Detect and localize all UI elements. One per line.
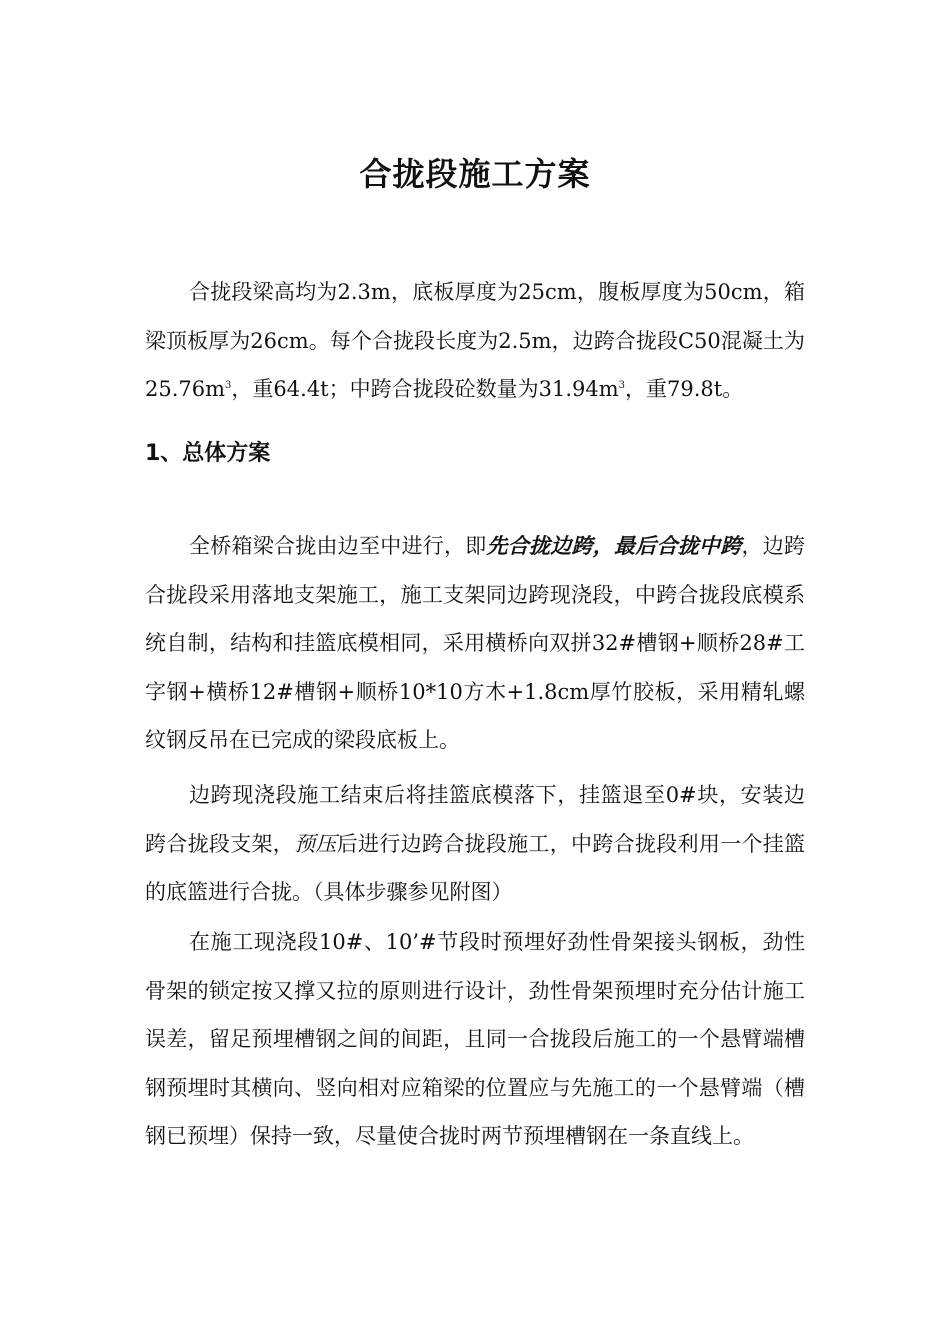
- cubic-superscript-2: 3: [618, 380, 626, 391]
- paragraph-2-rest: 后进行边跨合拢段施工，中跨合拢段利用一个挂篮的底篮进行合拢。（具体步骤参见附图）: [145, 831, 806, 904]
- paragraph-2-lead: 边跨现浇段施工结束后将挂篮底模落下，挂篮退至0#块，安装边跨合拢段支架，: [145, 783, 805, 856]
- document-title: 合拢段施工方案: [359, 155, 591, 194]
- paragraph-1-lead: 全桥箱梁合拢由边至中进行，即: [189, 534, 487, 558]
- section-paragraph-3: 在施工现浇段10#、10’#节段时预埋好劲性骨架接头钢板，劲性骨架的锁定按又撑又拉的原则进行设计，劲性骨架预埋时充分估计施工误差，留足预埋槽钢之间的间距，且同一合拢段后施工的一个悬臂端槽钢预埋时其横向、竖向相对应箱梁的位置应与先施工的一个悬臂端（槽钢已预埋）保持一致，尽量使合拢时两节预埋槽钢在一条直线上。: [145, 930, 805, 1148]
- intro-text-3: ，重79.8t。: [625, 377, 744, 401]
- section-paragraph-2: [145, 771, 805, 917]
- intro-text-1: 合拢段梁高均为2.3m，底板厚度为25cm，腹板厚度为50cm，箱梁顶板厚为26cm。每个合拢段长度为2.5m，边跨合拢段C50混凝土为25.76m: [145, 280, 805, 401]
- paragraph-1-rest: ，边跨合拢段采用落地支架施工，施工支架同边跨现浇段，中跨合拢段底模系统自制，结构和挂篮底模相同，采用横桥向双拼32#槽钢+顺桥28#工字钢+横桥12#槽钢+顺桥10*10方木+1.8cm厚竹胶板，采用精轧螺纹钢反吊在已完成的梁段底板上。: [145, 534, 805, 752]
- section-paragraph-1: [145, 522, 805, 765]
- cubic-superscript-1: 3: [225, 380, 232, 391]
- intro-text-2: ，重64.4t；中跨合拢段砼数量为31.94m: [231, 377, 619, 401]
- intro-paragraph: [145, 268, 805, 414]
- paragraph-2-italic: 预压: [294, 831, 337, 856]
- paragraph-1-emphasis: 先合拢边跨，最后合拢中跨: [486, 533, 742, 558]
- section-heading-overall-plan: 1、总体方案: [145, 441, 271, 466]
